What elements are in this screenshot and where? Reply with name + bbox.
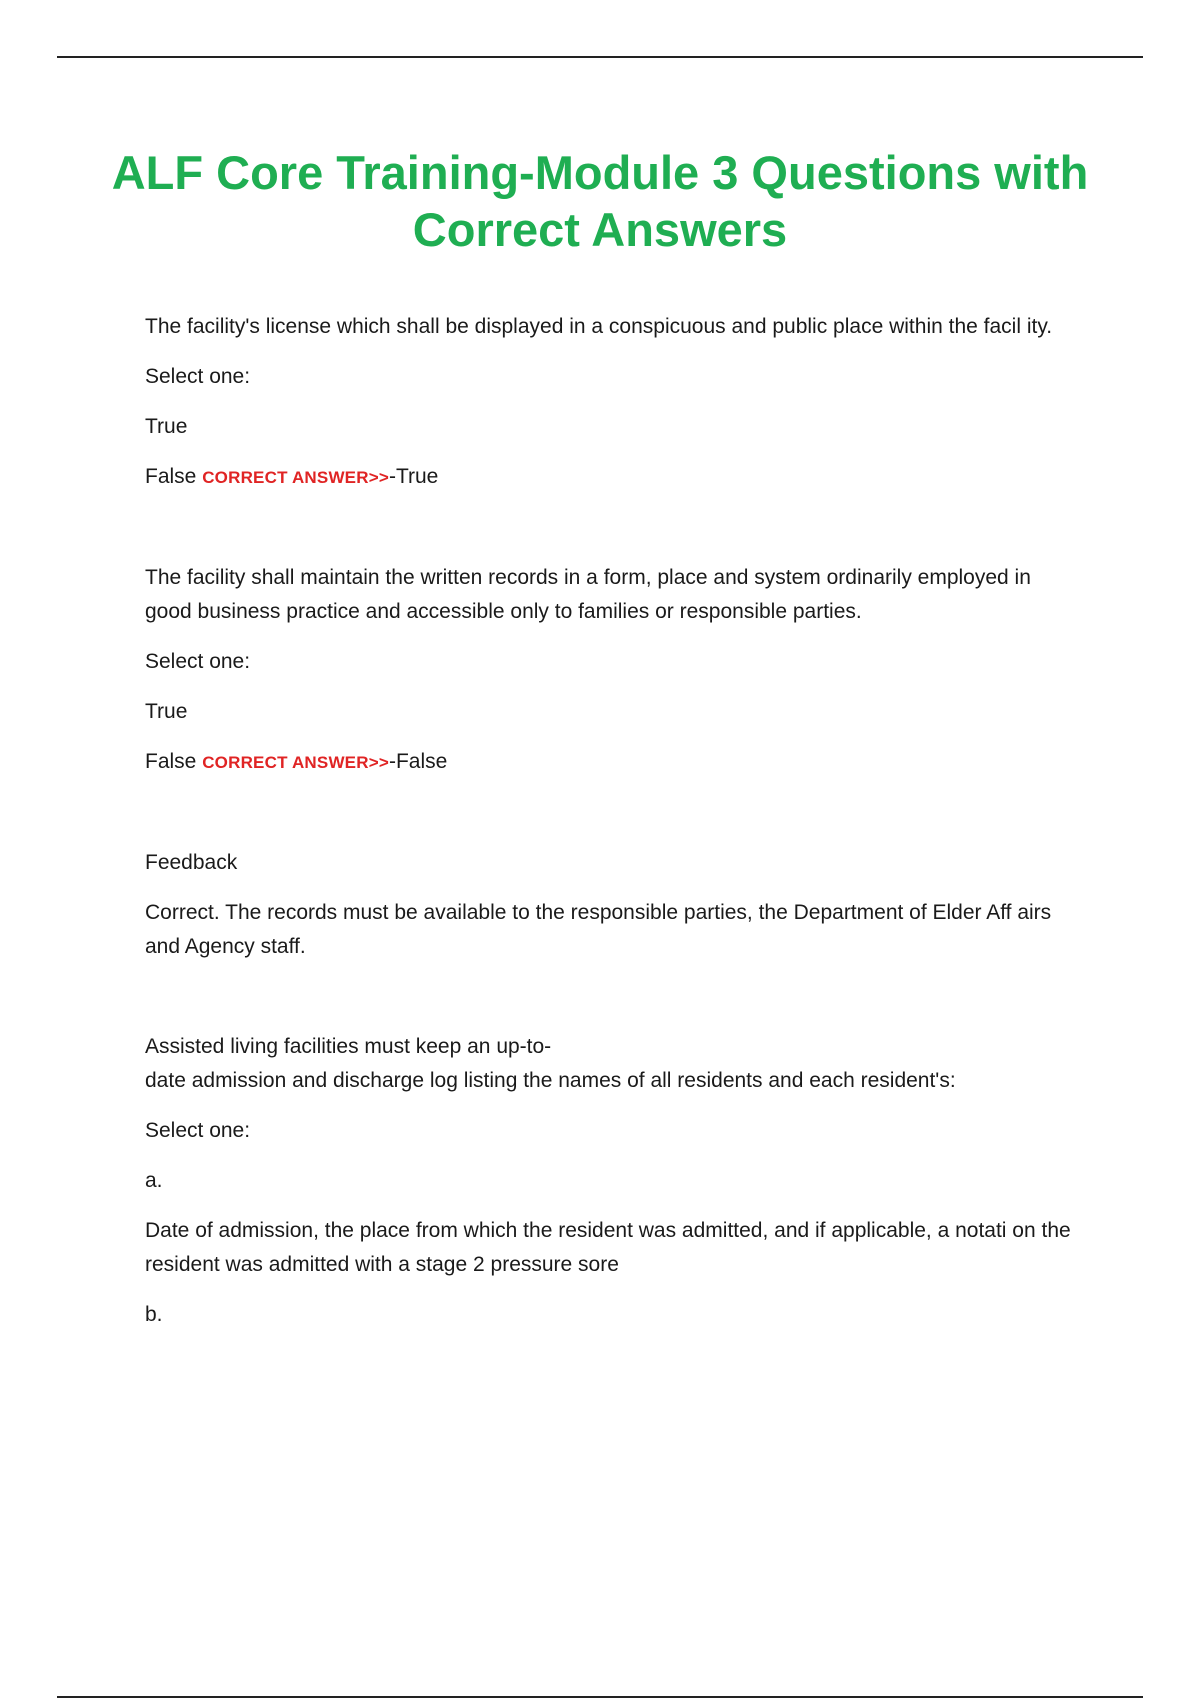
question-1-option-true: True <box>145 415 188 438</box>
question-2-select-prompt: Select one: <box>145 650 251 673</box>
question-3-text <box>145 1030 1075 1098</box>
question-3-option-b-label: b. <box>145 1303 163 1326</box>
bottom-rule <box>57 1696 1143 1698</box>
question-3-select-prompt: Select one: <box>145 1119 251 1142</box>
question-2-option-false: False <box>145 750 197 773</box>
question-3-text-line-1: Assisted living facilities must keep an up-to- <box>145 1035 552 1058</box>
question-2-option-false-row <box>145 745 1075 780</box>
correct-answer-label: CORRECT ANSWER>> <box>202 753 389 772</box>
question-3 <box>145 1030 1075 1332</box>
question-2-text: The facility shall maintain the written records in a form, place and system ordinarily employed in good business practice and accessible only to families or responsible parties. <box>145 566 1031 623</box>
question-1-answer: -True <box>388 465 439 488</box>
question-1-text: The facility's license which shall be displayed in a conspicuous and public place within the facil ity. <box>145 315 1053 338</box>
correct-answer-label: CORRECT ANSWER>> <box>202 468 389 487</box>
question-3-option-a-text: Date of admission, the place from which the resident was admitted, and if applicable, a notati on the resident was admitted with a stage 2 pressure sore <box>145 1219 1071 1276</box>
question-2-option-true: True <box>145 700 188 723</box>
feedback-text: Correct. The records must be available to the responsible parties, the Department of Elder Aff airs and Agency staff. <box>145 901 1052 958</box>
question-3-option-a-label: a. <box>145 1169 163 1192</box>
top-rule <box>57 56 1143 58</box>
question-2-answer: -False <box>388 750 448 773</box>
document-title: ALF Core Training-Module 3 Questions with Correct Answers <box>111 146 1089 256</box>
feedback-heading: Feedback <box>145 851 238 874</box>
question-1 <box>145 310 1075 495</box>
question-1-option-false: False <box>145 465 197 488</box>
document-body <box>145 310 1075 1348</box>
question-3-text-line-2: date admission and discharge log listing the names of all residents and each resident's: <box>145 1069 956 1092</box>
question-1-option-false-row <box>145 460 1075 495</box>
question-1-select-prompt: Select one: <box>145 365 251 388</box>
question-2 <box>145 561 1075 964</box>
